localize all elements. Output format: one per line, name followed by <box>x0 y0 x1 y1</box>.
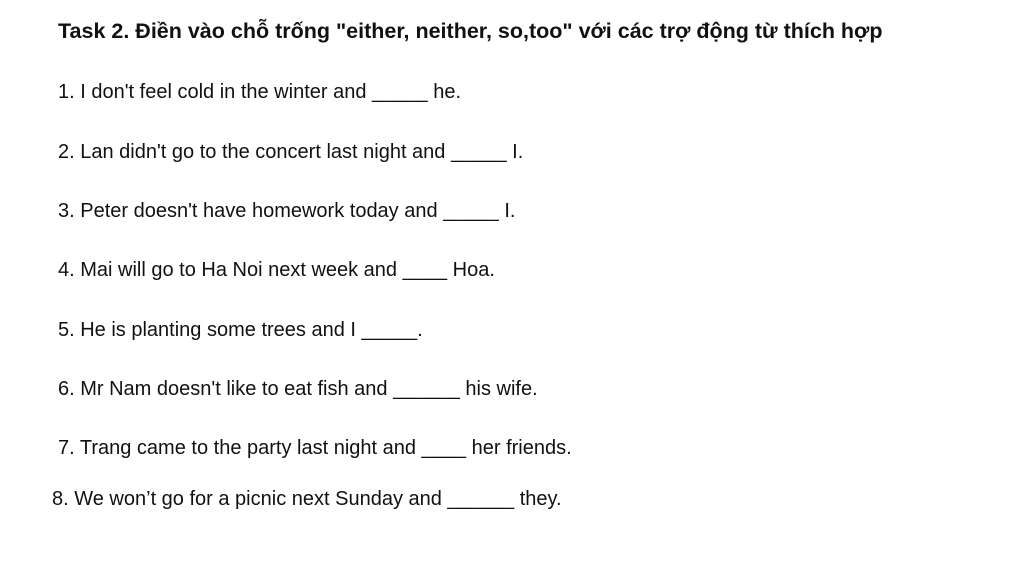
item-text-after: he. <box>427 81 461 103</box>
exercise-item-8 <box>52 488 562 511</box>
item-text-after: his wife. <box>459 378 538 400</box>
item-blank: _____ <box>443 200 499 222</box>
item-text-before: 7. Trang came to the party last night and <box>58 437 422 459</box>
exercise-item-4 <box>58 259 495 282</box>
item-text-before: 8. We won’t go for a picnic next Sunday and <box>52 488 448 510</box>
exercise-item-3 <box>58 200 515 223</box>
item-text-after: I. <box>506 141 524 163</box>
item-text-after: her friends. <box>466 437 572 459</box>
item-text-before: 5. He is planting some trees and I <box>58 319 362 341</box>
task-title: Task 2. Điền vào chỗ trống "either, neither, so,too" với các trợ động từ thích hợp <box>58 19 883 43</box>
item-blank: ______ <box>393 378 460 400</box>
item-blank: ____ <box>402 259 448 281</box>
item-blank: _____ <box>372 81 428 103</box>
item-text-before: 3. Peter doesn't have homework today and <box>58 200 444 222</box>
item-text-after: I. <box>498 200 516 222</box>
item-text-before: 2. Lan didn't go to the concert last night and <box>58 141 451 163</box>
exercise-item-5 <box>58 319 423 342</box>
item-blank: _____ <box>361 319 418 341</box>
exercise-item-2 <box>58 141 523 164</box>
exercise-item-6 <box>58 378 538 401</box>
item-text-before: 4. Mai will go to Ha Noi next week and <box>58 259 403 281</box>
exercise-item-7 <box>58 437 572 460</box>
item-text-after: they. <box>514 488 562 510</box>
exercise-item-1 <box>58 81 461 104</box>
item-text-after: . <box>417 319 423 341</box>
item-blank: ______ <box>447 488 515 510</box>
item-text-before: 1. I don't feel cold in the winter and <box>58 81 373 103</box>
item-blank: _____ <box>450 141 507 163</box>
item-text-before: 6. Mr Nam doesn't like to eat fish and <box>58 378 394 400</box>
item-blank: ____ <box>421 437 467 459</box>
item-text-after: Hoa. <box>447 259 495 281</box>
